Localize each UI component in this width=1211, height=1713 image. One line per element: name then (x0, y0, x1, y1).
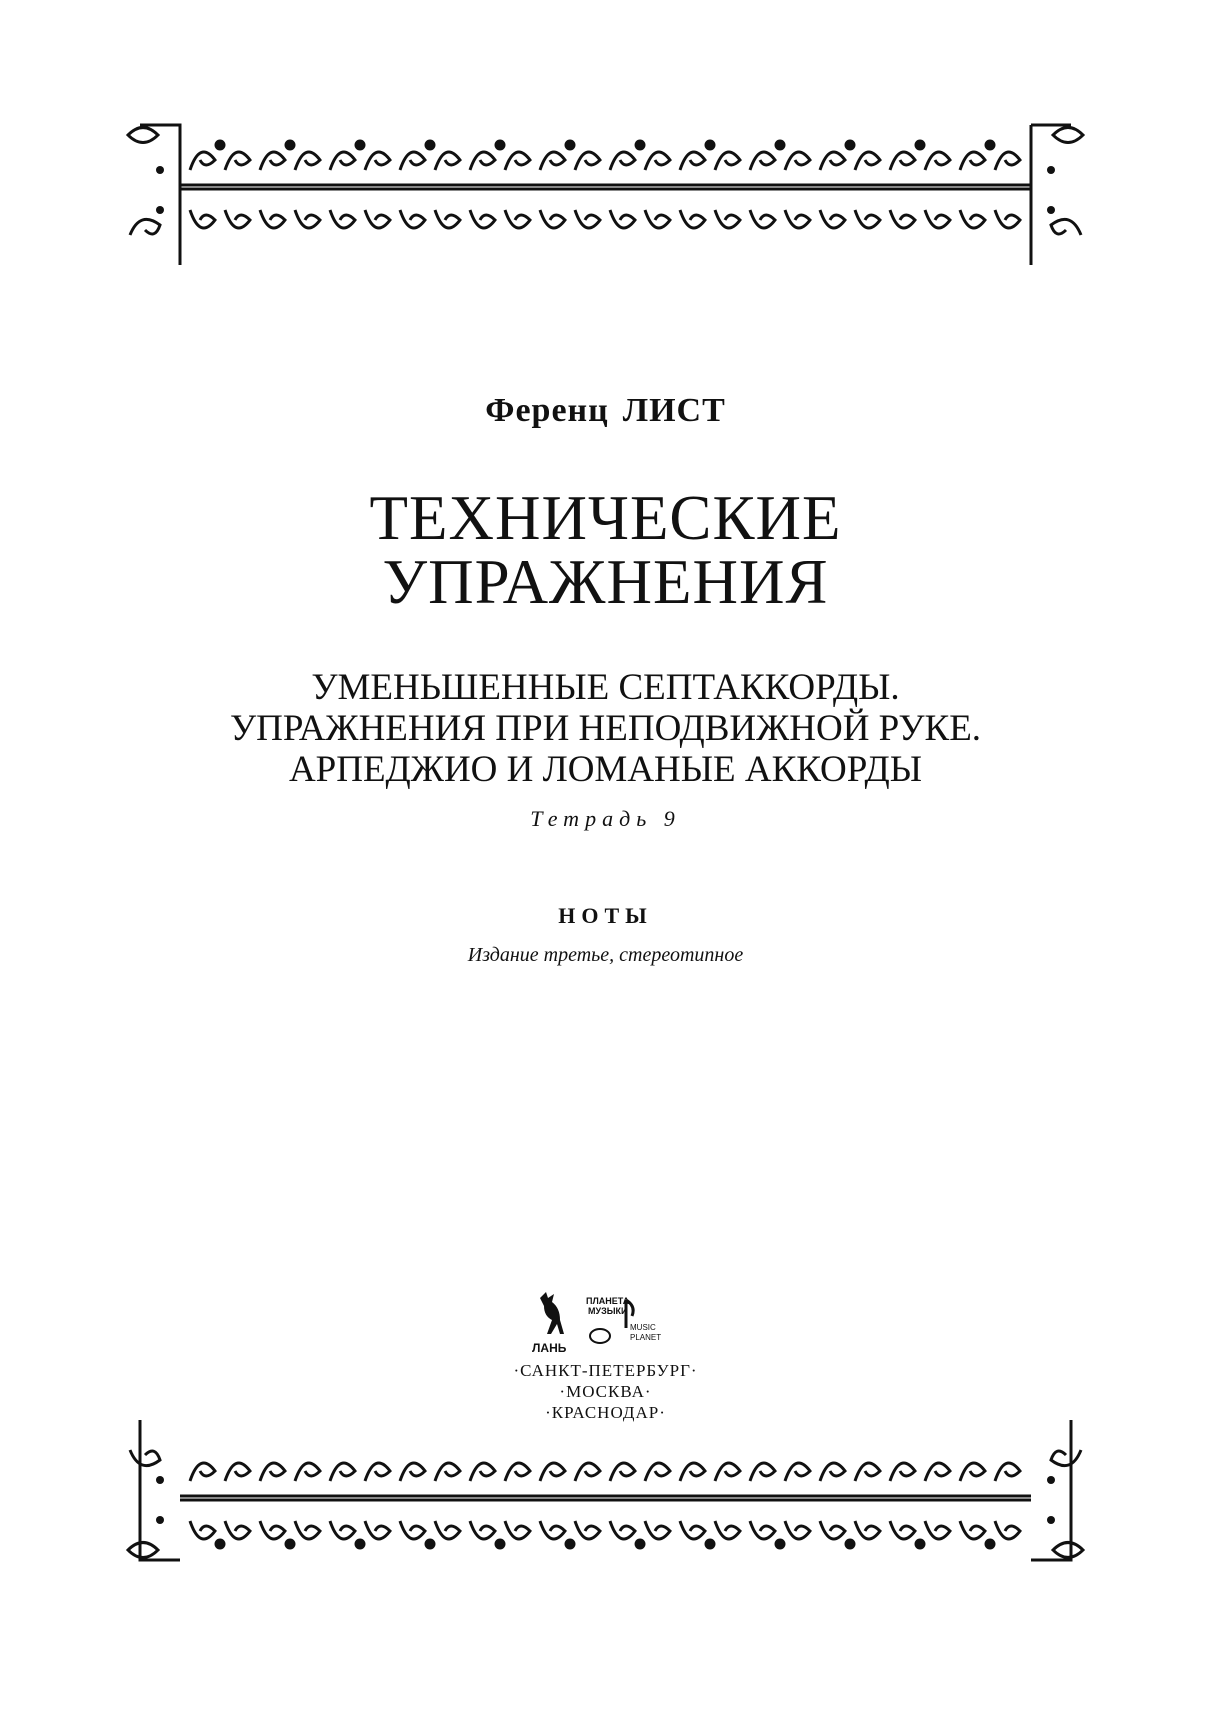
author-last-name: ЛИСТ (622, 392, 726, 429)
book-subtitle (0, 667, 1211, 790)
deer-logo-icon (540, 1292, 564, 1334)
edition-label: Издание третье, стереотипное (467, 944, 744, 966)
city-line-1: ·САНКТ-ПЕТЕРБУРГ· (513, 1361, 698, 1380)
lan-logo-text: ЛАНЬ (532, 1341, 567, 1355)
volume-label: Тетрадь 9 (530, 806, 681, 831)
subtitle-line-1: УМЕНЬШЕННЫЕ СЕПТАККОРДЫ. (311, 667, 900, 708)
subtitle-line-3: АРПЕДЖИО И ЛОМАНЫЕ АККОРДЫ (288, 749, 923, 790)
subtitle-line-2: УПРАЖНЕНИЯ ПРИ НЕПОДВИЖНОЙ РУКЕ. (229, 708, 982, 749)
book-title (0, 483, 1211, 617)
music-logo-line-1: MUSIC (630, 1323, 656, 1332)
music-logo-line-2: PLANET (630, 1333, 662, 1342)
ornamental-border-top (120, 115, 1091, 275)
city-line-3: ·КРАСНОДАР· (545, 1403, 666, 1422)
title-line-1: ТЕХНИЧЕСКИЕ (369, 483, 842, 553)
city-line-2: ·МОСКВА· (559, 1382, 652, 1401)
publisher-logo (530, 1290, 680, 1356)
author-name (0, 392, 1211, 430)
ornamental-border-bottom (120, 1410, 1091, 1570)
notes-label: НОТЫ (558, 903, 653, 928)
author-first-name: Ференц (485, 392, 609, 429)
title-line-2: УПРАЖНЕНИЯ (382, 547, 829, 617)
planet-logo-line-1: ПЛАНЕТА (586, 1296, 630, 1306)
planet-logo-line-2: МУЗЫКИ (588, 1306, 628, 1316)
